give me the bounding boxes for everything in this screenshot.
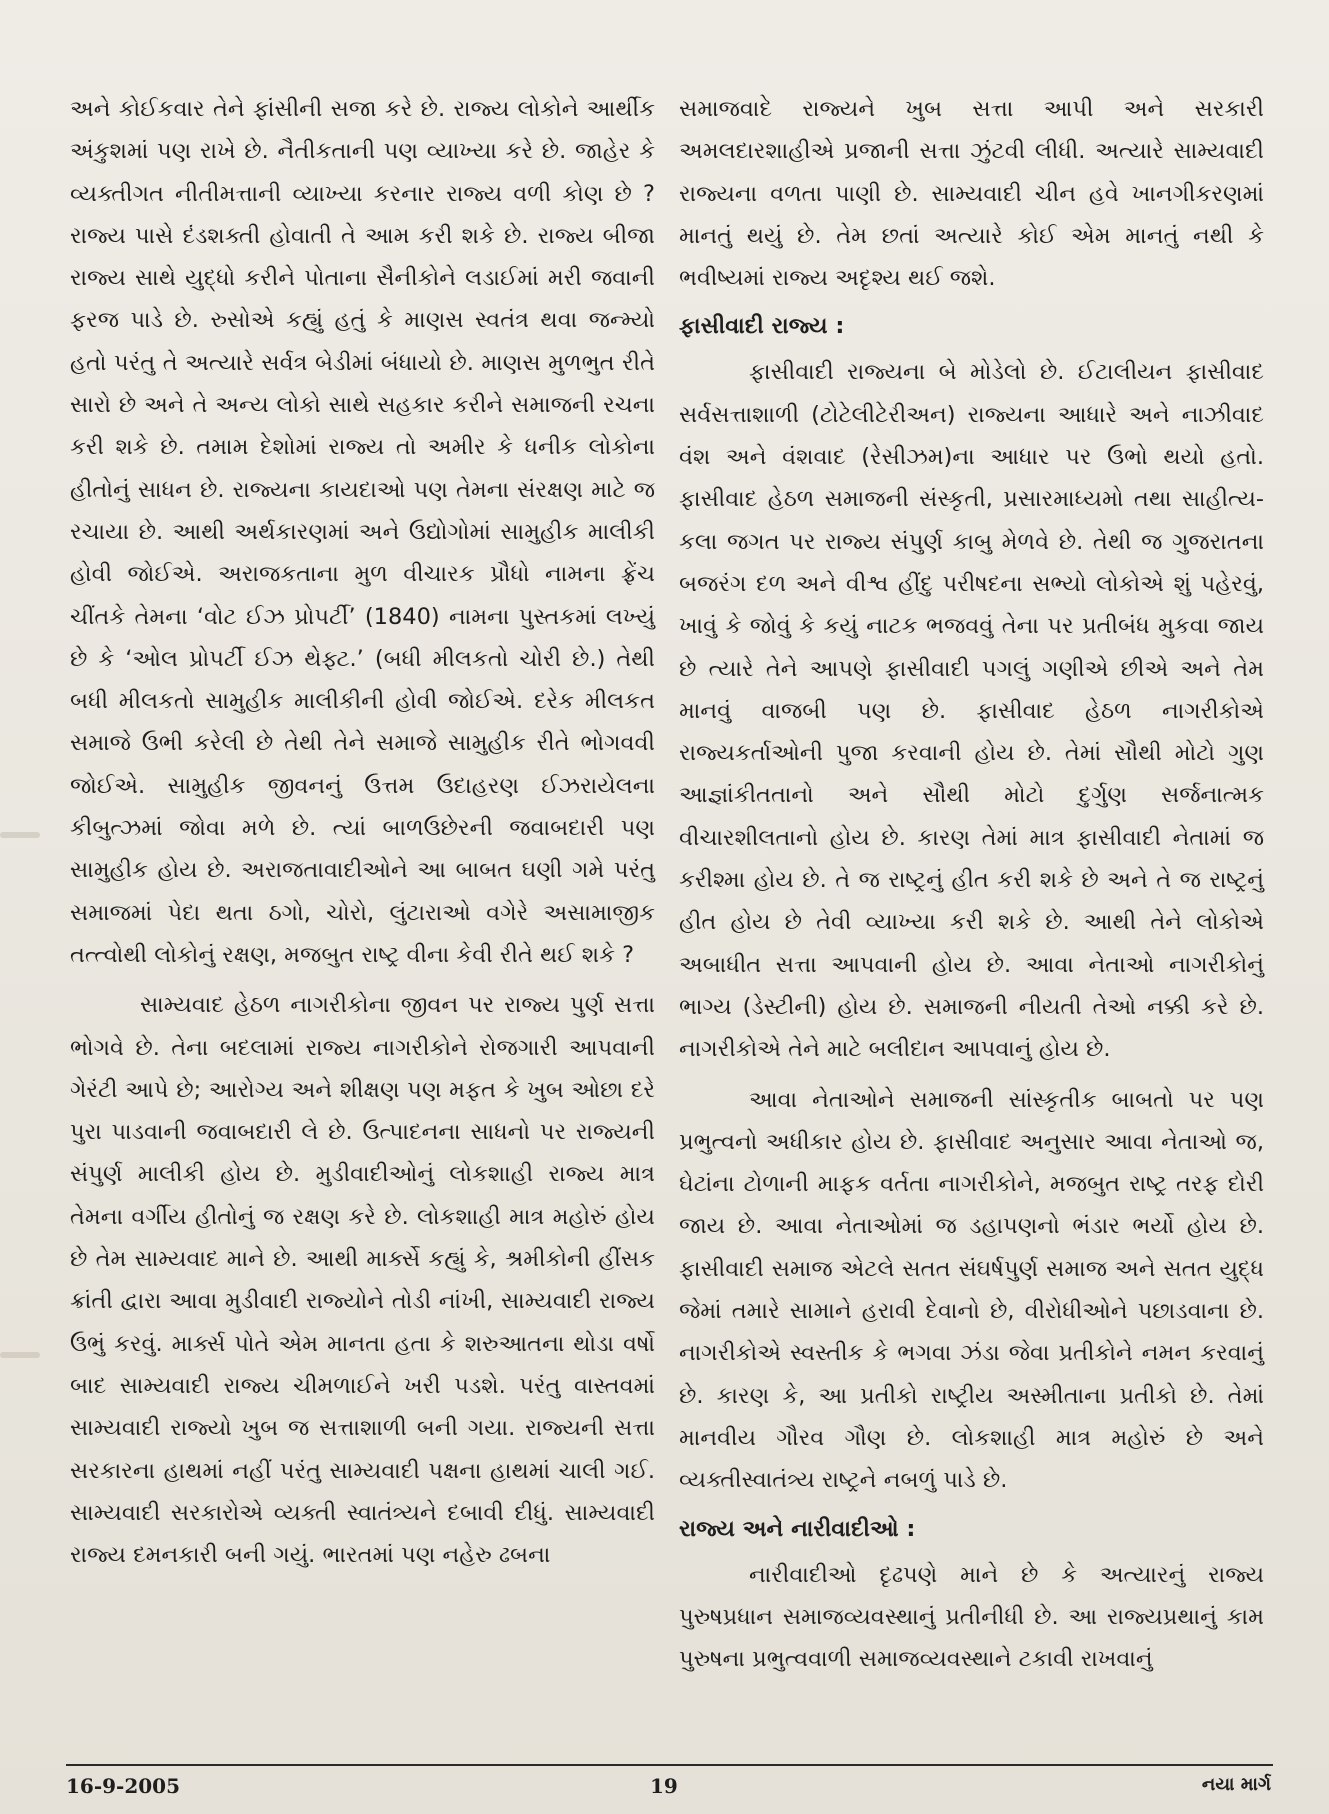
magazine-name: નયા માર્ગ: [1201, 1774, 1271, 1795]
paragraph: નારીવાદીઓ દૃઢપણે માને છે કે અત્યારનું રાજ્ય પુરુષપ્રધાન સમાજવ્યવસ્થાનું પ્રતીનીધી છે. આ રાજ્યપ્રથાનું કામ પુરુષના પ્રભુત્વવાળી સમાજવ્યવસ્થાને ટકાવી રાખવાનું: [679, 1561, 1264, 1673]
right-column: [679, 88, 1264, 1680]
page-number: 19: [650, 1774, 678, 1798]
section-heading-state-and-feminists: રાજ્ય અને નારીવાદીઓ :: [679, 1515, 916, 1542]
section-heading-fascist-state: ફાસીવાદી રાજ્ય :: [679, 313, 845, 340]
paragraph: સમાજવાદે રાજ્યને ખુબ સત્તા આપી અને સરકારી અમલદારશાહીએ પ્રજાની સત્તા ઝુંટવી લીધી. અત્યારે સામ્યવાદી રાજ્યના વળતા પાણી છે. સામ્યવાદી ચીન હવે ખાનગીકરણમાં માનતું થયું છે. તેમ છતાં અત્યારે કોઈ એમ માનતું નથી કે ભવીષ્યમાં રાજ્ય અદૃશ્ય થઈ જશે.: [679, 96, 1264, 292]
paragraph: અને કોઈકવાર તેને ફાંસીની સજા કરે છે. રાજ્ય લોકોને આર્થીક અંકુશમાં પણ રાખે છે. નૈતીકતાની પણ વ્યાખ્યા કરે છે. જાહેર કે વ્યક્તીગત નીતીમત્તાની વ્યાખ્યા કરનાર રાજ્ય વળી કોણ છે ? રાજ્ય પાસે દંડશક્તી હોવાતી તે આમ કરી શકે છે. રાજ્ય બીજા રાજ્ય સાથે યુદ્ધો કરીને પોતાના સૈનીકોને લડાઈમાં મરી જવાની ફરજ પાડે છે. રુસોએ કહ્યું હતું કે માણસ સ્વતંત્ર થવા જન્મ્યો હતો પરંતુ તે અત્યારે સર્વત્ર બેડીમાં બંધાયો છે. માણસ મુળભુત રીતે સારો છે અને તે અન્ય લોકો સાથે સહકાર કરીને સમાજની રચના કરી શકે છે. તમામ દેશોમાં રાજ્ય તો અમીર કે ધનીક લોકોના હીતોનું સાધન છે. રાજ્યના કાયદાઓ પણ તેમના સંરક્ષણ માટે જ રચાયા છે. આથી અર્થકારણમાં અને ઉદ્યોગોમાં સામુહીક માલીકી હોવી જોઈએ. અરાજકતાના મુળ વીચારક પ્રૌધો નામના ફ્રેંચ ચીંતકે તેમના ‘વોટ ઈઝ પ્રોપર્ટી’ (1840) નામના પુસ્તકમાં લખ્યું છે કે ‘ઓલ પ્રોપર્ટી ઈઝ થેફ્ટ.’ (બધી મીલકતો ચોરી છે.) તેથી બધી મીલકતો સામુહીક માલીકીની હોવી જોઈએ. દરેક મીલકત સમાજે ઉભી કરેલી છે તેથી તેને સમાજે સામુહીક રીતે ભોગવવી જોઈએ. સામુહીક જીવનનું ઉત્તમ ઉદાહરણ ઈઝરાયેલના કીબુત્ઝમાં જોવા મળે છે. ત્યાં બાળઉછેરની જવાબદારી પણ સામુહીક હોય છે. અરાજતાવાદીઓને આ બાબત ઘણી ગમે પરંતુ સમાજમાં પેદા થતા ઠગો, ચોરો, લુંટારાઓ વગેરે અસામાજીક તત્ત્વોથી લોકોનું રક્ષણ, મજબુત રાષ્ટ્ર વીના કેવી રીતે થઈ શકે ?: [70, 96, 655, 968]
footer-rule: [66, 1764, 1273, 1766]
page-crease: [0, 832, 40, 838]
paragraph: સામ્યવાદ હેઠળ નાગરીકોના જીવન પર રાજ્ય પુર્ણ સત્તા ભોગવે છે. તેના બદલામાં રાજ્ય નાગરીકોને રોજગારી આપવાની ગેરંટી આપે છે; આરોગ્ય અને શીક્ષણ પણ મફત કે ખુબ ઓછા દરે પુરા પાડવાની જવાબદારી લે છે. ઉત્પાદનના સાધનો પર રાજ્યની સંપુર્ણ માલીકી હોય છે. મુડીવાદીઓનું લોકશાહી રાજ્ય માત્ર તેમના વર્ગીય હીતોનું જ રક્ષણ કરે છે. લોકશાહી માત્ર મહોરું હોય છે તેમ સામ્યવાદ માને છે. આથી માર્ક્સે કહ્યું કે, શ્રમીકોની હીંસક ક્રાંતી દ્વારા આવા મુડીવાદી રાજ્યોને તોડી નાંખી, સામ્યવાદી રાજ્ય ઉભું કરવું. માર્ક્સ પોતે એમ માનતા હતા કે શરુઆતના થોડા વર્ષો બાદ સામ્યવાદી રાજ્ય ચીમળાઈને ખરી પડશે. પરંતુ વાસ્તવમાં સામ્યવાદી રાજ્યો ખુબ જ સત્તાશાળી બની ગયા. રાજ્યની સત્તા સરકારના હાથમાં નહીં પરંતુ સામ્યવાદી પક્ષના હાથમાં ચાલી ગઈ. સામ્યવાદી સરકારોએ વ્યક્તી સ્વાતંત્ર્યને દબાવી દીધું. સામ્યવાદી રાજ્ય દમનકારી બની ગયું. ભારતમાં પણ નહેરુ ઢબના: [70, 992, 655, 1569]
left-column: [70, 88, 655, 1576]
paragraph: ફાસીવાદી રાજ્યના બે મોડેલો છે. ઈટાલીયન ફાસીવાદ સર્વસત્તાશાળી (ટોટેલીટેરીઅન) રાજ્યના આધારે અને નાઝીવાદ વંશ અને વંશવાદ (રેસીઝમ)ના આધાર પર ઉભો થયો હતો. ફાસીવાદ હેઠળ સમાજની સંસ્કૃતી, પ્રસારમાધ્યમો તથા સાહીત્ય-કલા જગત પર રાજ્ય સંપુર્ણ કાબુ મેળવે છે. તેથી જ ગુજરાતના બજરંગ દળ અને વીશ્વ હીંદુ પરીષદના સભ્યો લોકોએ શું પહેરવું, ખાવું કે જોવું કે કયું નાટક ભજવવું તેના પર પ્રતીબંધ મુકવા જાય છે ત્યારે તેને આપણે ફાસીવાદી પગલું ગણીએ છીએ અને તેમ માનવું વાજબી પણ છે. ફાસીવાદ હેઠળ નાગરીકોએ રાજ્યકર્તાઓની પુજા કરવાની હોય છે. તેમાં સૌથી મોટો ગુણ આજ્ઞાંકીતતાનો અને સૌથી મોટો દુર્ગુણ સર્જનાત્મક વીચારશીલતાનો હોય છે. કારણ તેમાં માત્ર ફાસીવાદી નેતામાં જ કરીશ્મા હોય છે. તે જ રાષ્ટ્રનું હીત કરી શકે છે અને તે જ રાષ્ટ્રનું હીત હોય છે તેવી વ્યાખ્યા કરી શકે છે. આથી તેને લોકોએ અબાધીત સત્તા આપવાની હોય છે. આવા નેતાઓ નાગરીકોનું ભાગ્ય (ડેસ્ટીની) હોય છે. સમાજની નીયતી તેઓ નક્કી કરે છે. નાગરીકોએ તેને માટે બલીદાન આપવાનું હોય છે.: [679, 359, 1264, 1063]
page-crease: [0, 1352, 40, 1358]
footer-date: 16-9-2005: [66, 1774, 181, 1798]
paragraph: આવા નેતાઓને સમાજની સાંસ્કૃતીક બાબતો પર પણ પ્રભુત્વનો અધીકાર હોય છે. ફાસીવાદ અનુસાર આવા નેતાઓ જ, ઘેટાંના ટોળાની માફક વર્તતા નાગરીકોને, મજબુત રાષ્ટ્ર તરફ દોરી જાય છે. આવા નેતાઓમાં જ ડહાપણનો ભંડાર ભર્યો હોય છે. ફાસીવાદી સમાજ એટલે સતત સંઘર્ષપુર્ણ સમાજ અને સતત યુદ્ધ જેમાં તમારે સામાને હરાવી દેવાનો છે, વીરોધીઓને પછાડવાના છે. નાગરીકોએ સ્વસ્તીક કે ભગવા ઝંડા જેવા પ્રતીકોને નમન કરવાનું છે. કારણ કે, આ પ્રતીકો રાષ્ટ્રીય અસ્મીતાના પ્રતીકો છે. તેમાં માનવીય ગૌરવ ગૌણ છે. લોકશાહી માત્ર મહોરું છે અને વ્યક્તીસ્વાતંત્ર્ય રાષ્ટ્રને નબળું પાડે છે.: [679, 1086, 1264, 1494]
